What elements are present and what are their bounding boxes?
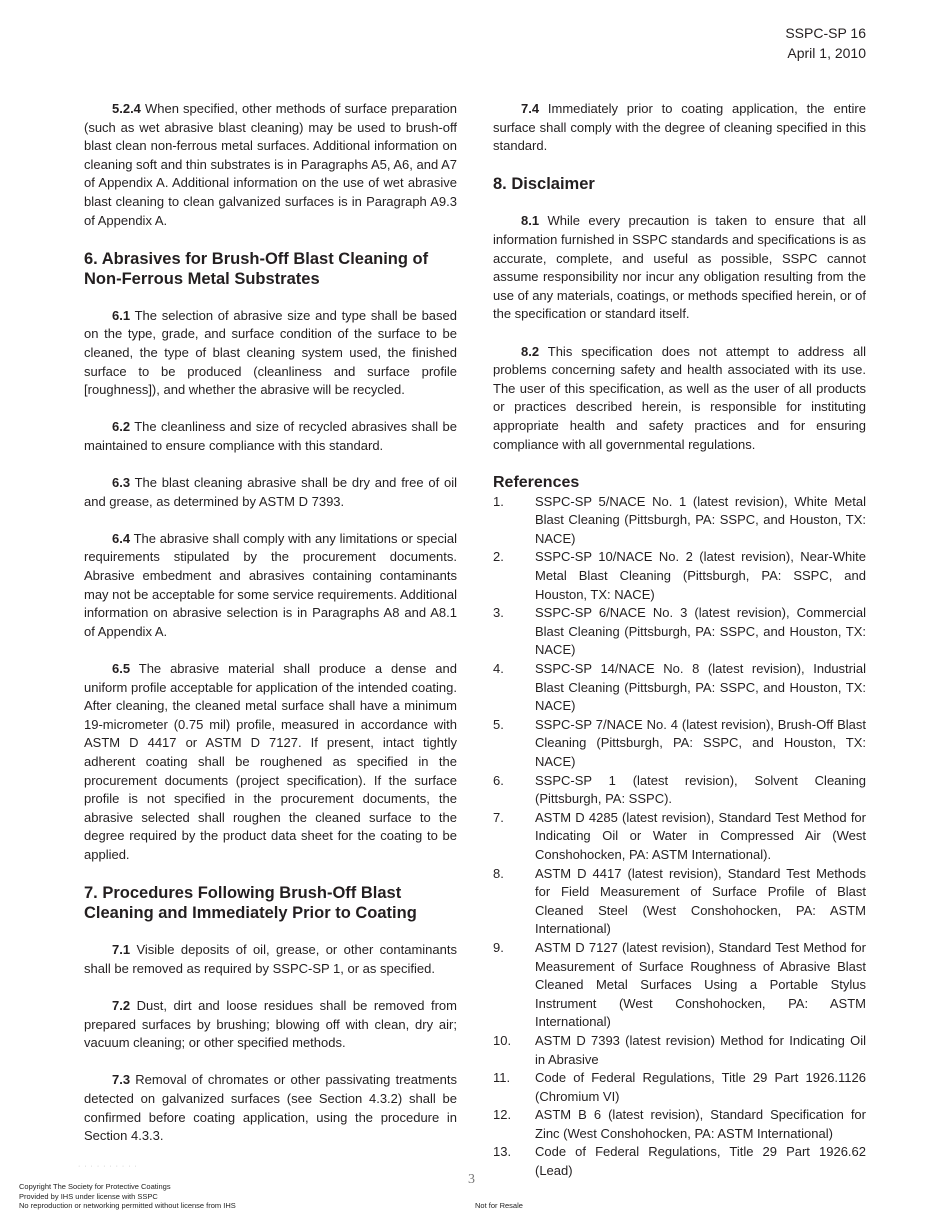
references-list: [493, 493, 866, 1181]
page-header: [785, 23, 866, 63]
reference-item: 5. SSPC-SP 7/NACE No. 4 (latest revision), Brush-Off Blast Cleaning (Pittsburgh, PA: SSPC, and Houston, TX: NACE): [493, 716, 866, 769]
reference-item: 12. ASTM B 6 (latest revision), Standard Specification for Zinc (West Conshohocken, PA: ASTM International): [493, 1107, 866, 1141]
copyright-footer: [19, 1182, 236, 1211]
reference-item: 3. SSPC-SP 6/NACE No. 3 (latest revision), Commercial Blast Cleaning (Pittsburgh, PA: SSPC, and Houston, TX: NACE): [493, 605, 866, 658]
footer-line-1: Copyright The Society for Protective Coatings: [19, 1182, 171, 1191]
footer-line-2: Provided by IHS under license with SSPC: [19, 1191, 158, 1201]
reference-item: 9. ASTM D 7127 (latest revision), Standard Test Method for Measurement of Surface Roughness of Abrasive Blast Cleaned Metal Surfaces Using a Portable Stylus Instrument (West Conshohocken, PA: ASTM International): [493, 939, 866, 1030]
paragraph-6-5: 6.5 The abrasive material shall produce a dense and uniform profile acceptable for application of the intended coating. After cleaning, the cleaned metal surface shall have a minimum 19-micrometer (0.75 mil) profile, measured in accordance with ASTM D 4417 or ASTM D 7127. If present, intact tightly adherent coating shall be roughened as specified in the procurement documents (project specification). If the surface profile is not specified in the procurement documents, the abrasive selected shall roughen the cleaned surface to the degree required by the product data sheet for the coating to be applied.: [84, 661, 457, 862]
paragraph-6-1: 6.1 The selection of abrasive size and type shall be based on the type, grade, and surface condition of the surface to be cleaned, the type of blast cleaning system used, the finished surface to be produced (cleanliness and surface profile [roughness]), and whether the abrasive will be recycled.: [84, 307, 457, 398]
reference-item: 13. Code of Federal Regulations, Title 29 Part 1926.62 (Lead): [493, 1144, 866, 1179]
left-column: [84, 100, 457, 1164]
reference-item: 11. Code of Federal Regulations, Title 29 Part 1926.1126 (Chromium VI): [493, 1070, 866, 1104]
references-heading: References: [493, 473, 580, 491]
reference-item: 10. ASTM D 7393 (latest revision) Method for Indicating Oil in Abrasive: [493, 1032, 866, 1067]
paragraph-6-2: 6.2 The cleanliness and size of recycled abrasives shall be maintained to ensure compliance with this standard.: [84, 419, 457, 453]
section-8-heading: 8. Disclaimer: [493, 175, 595, 194]
paragraph-7-4: 7.4 Immediately prior to coating application, the entire surface shall comply with the degree of cleaning specified in this standard.: [493, 101, 866, 154]
paragraph-6-4: 6.4 The abrasive shall comply with any limitations or special requirements stipulated by the procurement documents. Abrasive embedment and abrasives containing contaminants may not be acceptable for some service requirements. Additional information on abrasive selection is in Paragraphs A8 and A8.1 of Appendix A.: [84, 530, 457, 639]
paragraph-7-3: 7.3 Removal of chromates or other passivating treatments detected on galvanized surfaces (see Section 4.3.2) shall be confirmed before coating application, using the procedure in Section 4.3.3.: [84, 1072, 457, 1144]
paragraph-5-2-4: 5.2.4 When specified, other methods of surface preparation (such as wet abrasive blast cleaning) may be used to brush-off blast clean non-ferrous metal surfaces. Additional information on cleaning soft and thin substrates is in Paragraphs A5, A6, and A7 of Appendix A. Additional information on the use of wet abrasive blast cleaning to clean galvanized surfaces is in Paragraph A9.3 of Appendix A.: [84, 101, 457, 228]
paragraph-7-2: 7.2 Dust, dirt and loose residues shall be removed from prepared surfaces by brushing; blowing off with clean, dry air; vacuum cleaning; or other specified methods.: [84, 997, 457, 1051]
right-column: [493, 100, 866, 1181]
section-7-heading: 7. Procedures Following Brush-Off Blast Cleaning and Immediately Prior to Coating: [84, 884, 417, 923]
section-6-heading: 6. Abrasives for Brush-Off Blast Cleaning of Non-Ferrous Metal Substrates: [84, 249, 429, 288]
reference-item: 8. ASTM D 4417 (latest revision), Standard Test Methods for Field Measurement of Surface Profile of Blast Cleaned Steel (West Conshohocken, PA: ASTM International): [493, 865, 866, 937]
reference-item: 6. SSPC-SP 1 (latest revision), Solvent Cleaning (Pittsburgh, PA: SSPC).: [493, 772, 866, 807]
faint-artifact: · · · · · · · · · ·: [78, 1163, 138, 1170]
paragraph-7-1: 7.1 Visible deposits of oil, grease, or other contaminants shall be removed as required by SSPC-SP 1, or as specified.: [84, 942, 457, 976]
doc-date: April 1, 2010: [787, 45, 866, 61]
reference-item: 7. ASTM D 4285 (latest revision), Standard Test Method for Indicating Oil or Water in Compressed Air (West Conshohocken, PA: ASTM International).: [493, 809, 866, 862]
not-for-resale: Not for Resale: [475, 1201, 523, 1210]
paragraph-8-2: 8.2 This specification does not attempt to address all problems concerning safety and health associated with its use. The user of this specification, as well as the user of all products or practices described herein, is responsible for instituting appropriate health and safety practices and for ensuring compliance with all governmental regulations.: [493, 343, 866, 452]
reference-item: 1. SSPC-SP 5/NACE No. 1 (latest revision), White Metal Blast Cleaning (Pittsburgh, PA: SSPC, and Houston, TX: NACE): [493, 493, 866, 546]
footer-line-3: No reproduction or networking permitted without license from IHS: [19, 1201, 236, 1210]
paragraph-8-1: 8.1 While every precaution is taken to ensure that all information furnished in SSPC standards and specifications is as accurate, complete, and useful as possible, SSPC cannot assume responsibility nor incur any obligation resulting from the use of any materials, coatings, or methods specified herein, or of the specification or standard itself.: [493, 213, 866, 322]
reference-item: 2. SSPC-SP 10/NACE No. 2 (latest revision), Near-White Metal Blast Cleaning (Pittsburgh, PA: SSPC, and Houston, TX: NACE): [493, 549, 866, 602]
paragraph-6-3: 6.3 The blast cleaning abrasive shall be dry and free of oil and grease, as determined by ASTM D 7393.: [84, 475, 457, 509]
reference-item: 4. SSPC-SP 14/NACE No. 8 (latest revision), Industrial Blast Cleaning (Pittsburgh, PA: SSPC, and Houston, TX: NACE): [493, 661, 866, 714]
doc-id: SSPC-SP 16: [785, 25, 866, 41]
page-number: 3: [468, 1172, 475, 1187]
